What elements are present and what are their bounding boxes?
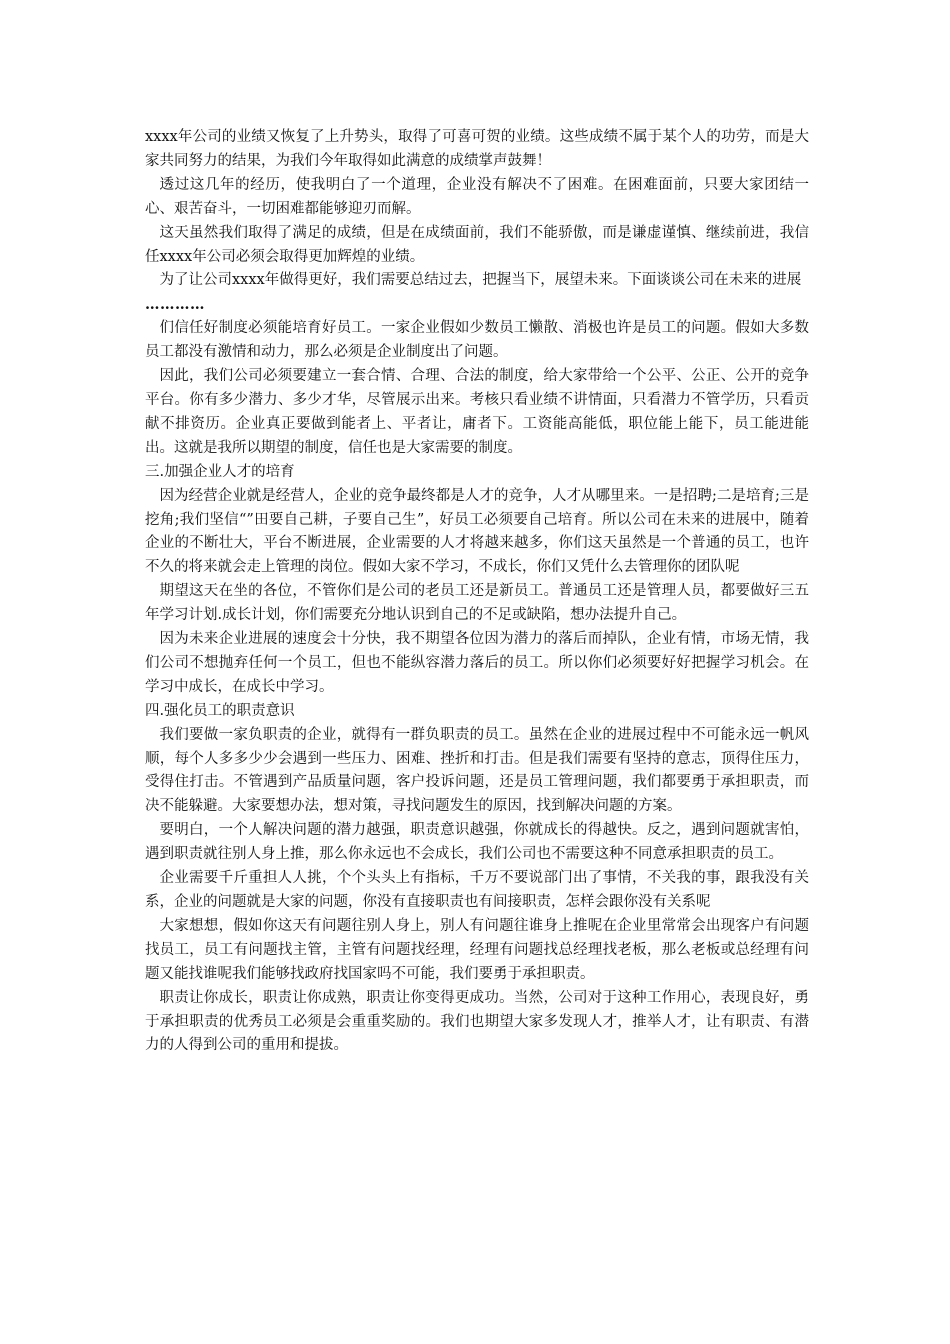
section-heading-4: 四.强化员工的职责意识 [145, 702, 295, 719]
paragraph-2: 透过这几年的经历，使我明白了一个道理，企业没有解决不了困难。在困难面前，只要大家团结一心、艰苦奋斗，一切困难都能够迎刃而解。 [145, 176, 809, 217]
paragraph-4: 为了让公司xxxx年做得更好，我们需要总结过去，把握当下，展望未来。下面谈谈公司在未来的进展 [159, 272, 802, 289]
paragraph-14: 职责让你成长，职责让你成熟，职责让你变得更成功。当然，公司对于这种工作用心，表现良好，勇于承担职责的优秀员工必须是会重重奖励的。我们也期望大家多发现人才，推举人才，让有职责、有潜力的人得到公司的重用和提拔。 [145, 989, 809, 1054]
paragraph-8: 期望这天在坐的各位，不管你们是公司的老员工还是新员工。普通员工还是管理人员，都要做好三五年学习计划.成长计划，你们需要充分地认识到自己的不足或缺陷，想办法提升自己。 [145, 583, 809, 624]
paragraph-12: 企业需要千斤重担人人挑，个个头头上有指标，千万不要说部门出了事情，不关我的事，跟我没有关系，企业的问题就是大家的问题，你没有直接职责也有间接职责，怎样会跟你没有关系呢 [145, 870, 809, 910]
paragraph-13: 大家想想，假如你这天有问题往别人身上，别人有问题往谁身上推呢在企业里常常会出现客户有问题找员工，员工有问题找主管，主管有问题找经理，经理有问题找总经理找老板，那么老板或总经理有问题又能找谁呢我们能够找政府找国家吗不可能，我们要勇于承担职责。 [145, 917, 809, 982]
paragraph-5: 们信任好制度必须能培育好员工。一家企业假如少数员工懒散、消极也许是员工的问题。假如大多数员工都没有激情和动力，那么必须是企业制度出了问题。 [145, 320, 809, 361]
paragraph-10: 我们要做一家负职责的企业，就得有一群负职责的员工。虽然在企业的进展过程中不可能永远一帆风顺，每个人多多少少会遇到一些压力、困难、挫折和打击。但是我们需要有坚持的意志，顶得住压力，受得住打击。不管遇到产品质量问题，客户投诉问题，还是员工管理问题，我们都要勇于承担职责，而决不能躲避。大家要想办法，想对策，寻找问题发生的原因，找到解决问题的方案。 [145, 726, 809, 815]
section-heading-3: 三.加强企业人才的培育 [145, 463, 295, 480]
ellipsis-separator: ………… [145, 296, 205, 314]
paragraph-6: 因此，我们公司必须要建立一套合情、合理、合法的制度，给大家带给一个公平、公正、公开的竞争平台。你有多少潜力、多少才华，尽管展示出来。考核只看业绩不讲情面，只看潜力不管学历，只看贡献不排资历。企业真正要做到能者上、平者让，庸者下。工资能高能低，职位能上能下，员工能进能出。这就是我所以期望的制度，信任也是大家需要的制度。 [145, 368, 809, 456]
paragraph-7: 因为经营企业就是经营人，企业的竞争最终都是人才的竞争，人才从哪里来。一是招聘;二是培育;三是挖角;我们坚信“”田要自己耕，子要自己生”，好员工必须要自己培育。所以公司在未来的进展中，随着企业的不断壮大，平台不断进展，企业需要的人才将越来越多，你们这天虽然是一个普通的员工，也许不久的将来就会走上管理的岗位。假如大家不学习，不成长，你们又凭什么去管理你的团队呢 [145, 487, 809, 576]
paragraph-11: 要明白，一个人解决问题的潜力越强，职责意识越强，你就成长的得越快。反之，遇到问题就害怕，遇到职责就往别人身上推，那么你永远也不会成长，我们公司也不需要这种不同意承担职责的员工。 [145, 822, 809, 863]
paragraph-9: 因为未来企业进展的速度会十分快，我不期望各位因为潜力的落后而掉队，企业有情，市场无情，我们公司不想抛弃任何一个员工，但也不能纵容潜力落后的员工。所以你们必须要好好把握学习机会。在学习中成长，在成长中学习。 [145, 631, 809, 695]
paragraph-1: xxxx年公司的业绩又恢复了上升势头，取得了可喜可贺的业绩。这些成绩不属于某个人的功劳，而是大家共同努力的结果，为我们今年取得如此满意的成绩掌声鼓舞！ [145, 129, 809, 169]
document-body [145, 126, 809, 1058]
paragraph-3: 这天虽然我们取得了满足的成绩，但是在成绩面前，我们不能骄傲，而是谦虚谨慎、继续前进，我信任xxxx年公司必须会取得更加辉煌的业绩。 [145, 224, 809, 265]
